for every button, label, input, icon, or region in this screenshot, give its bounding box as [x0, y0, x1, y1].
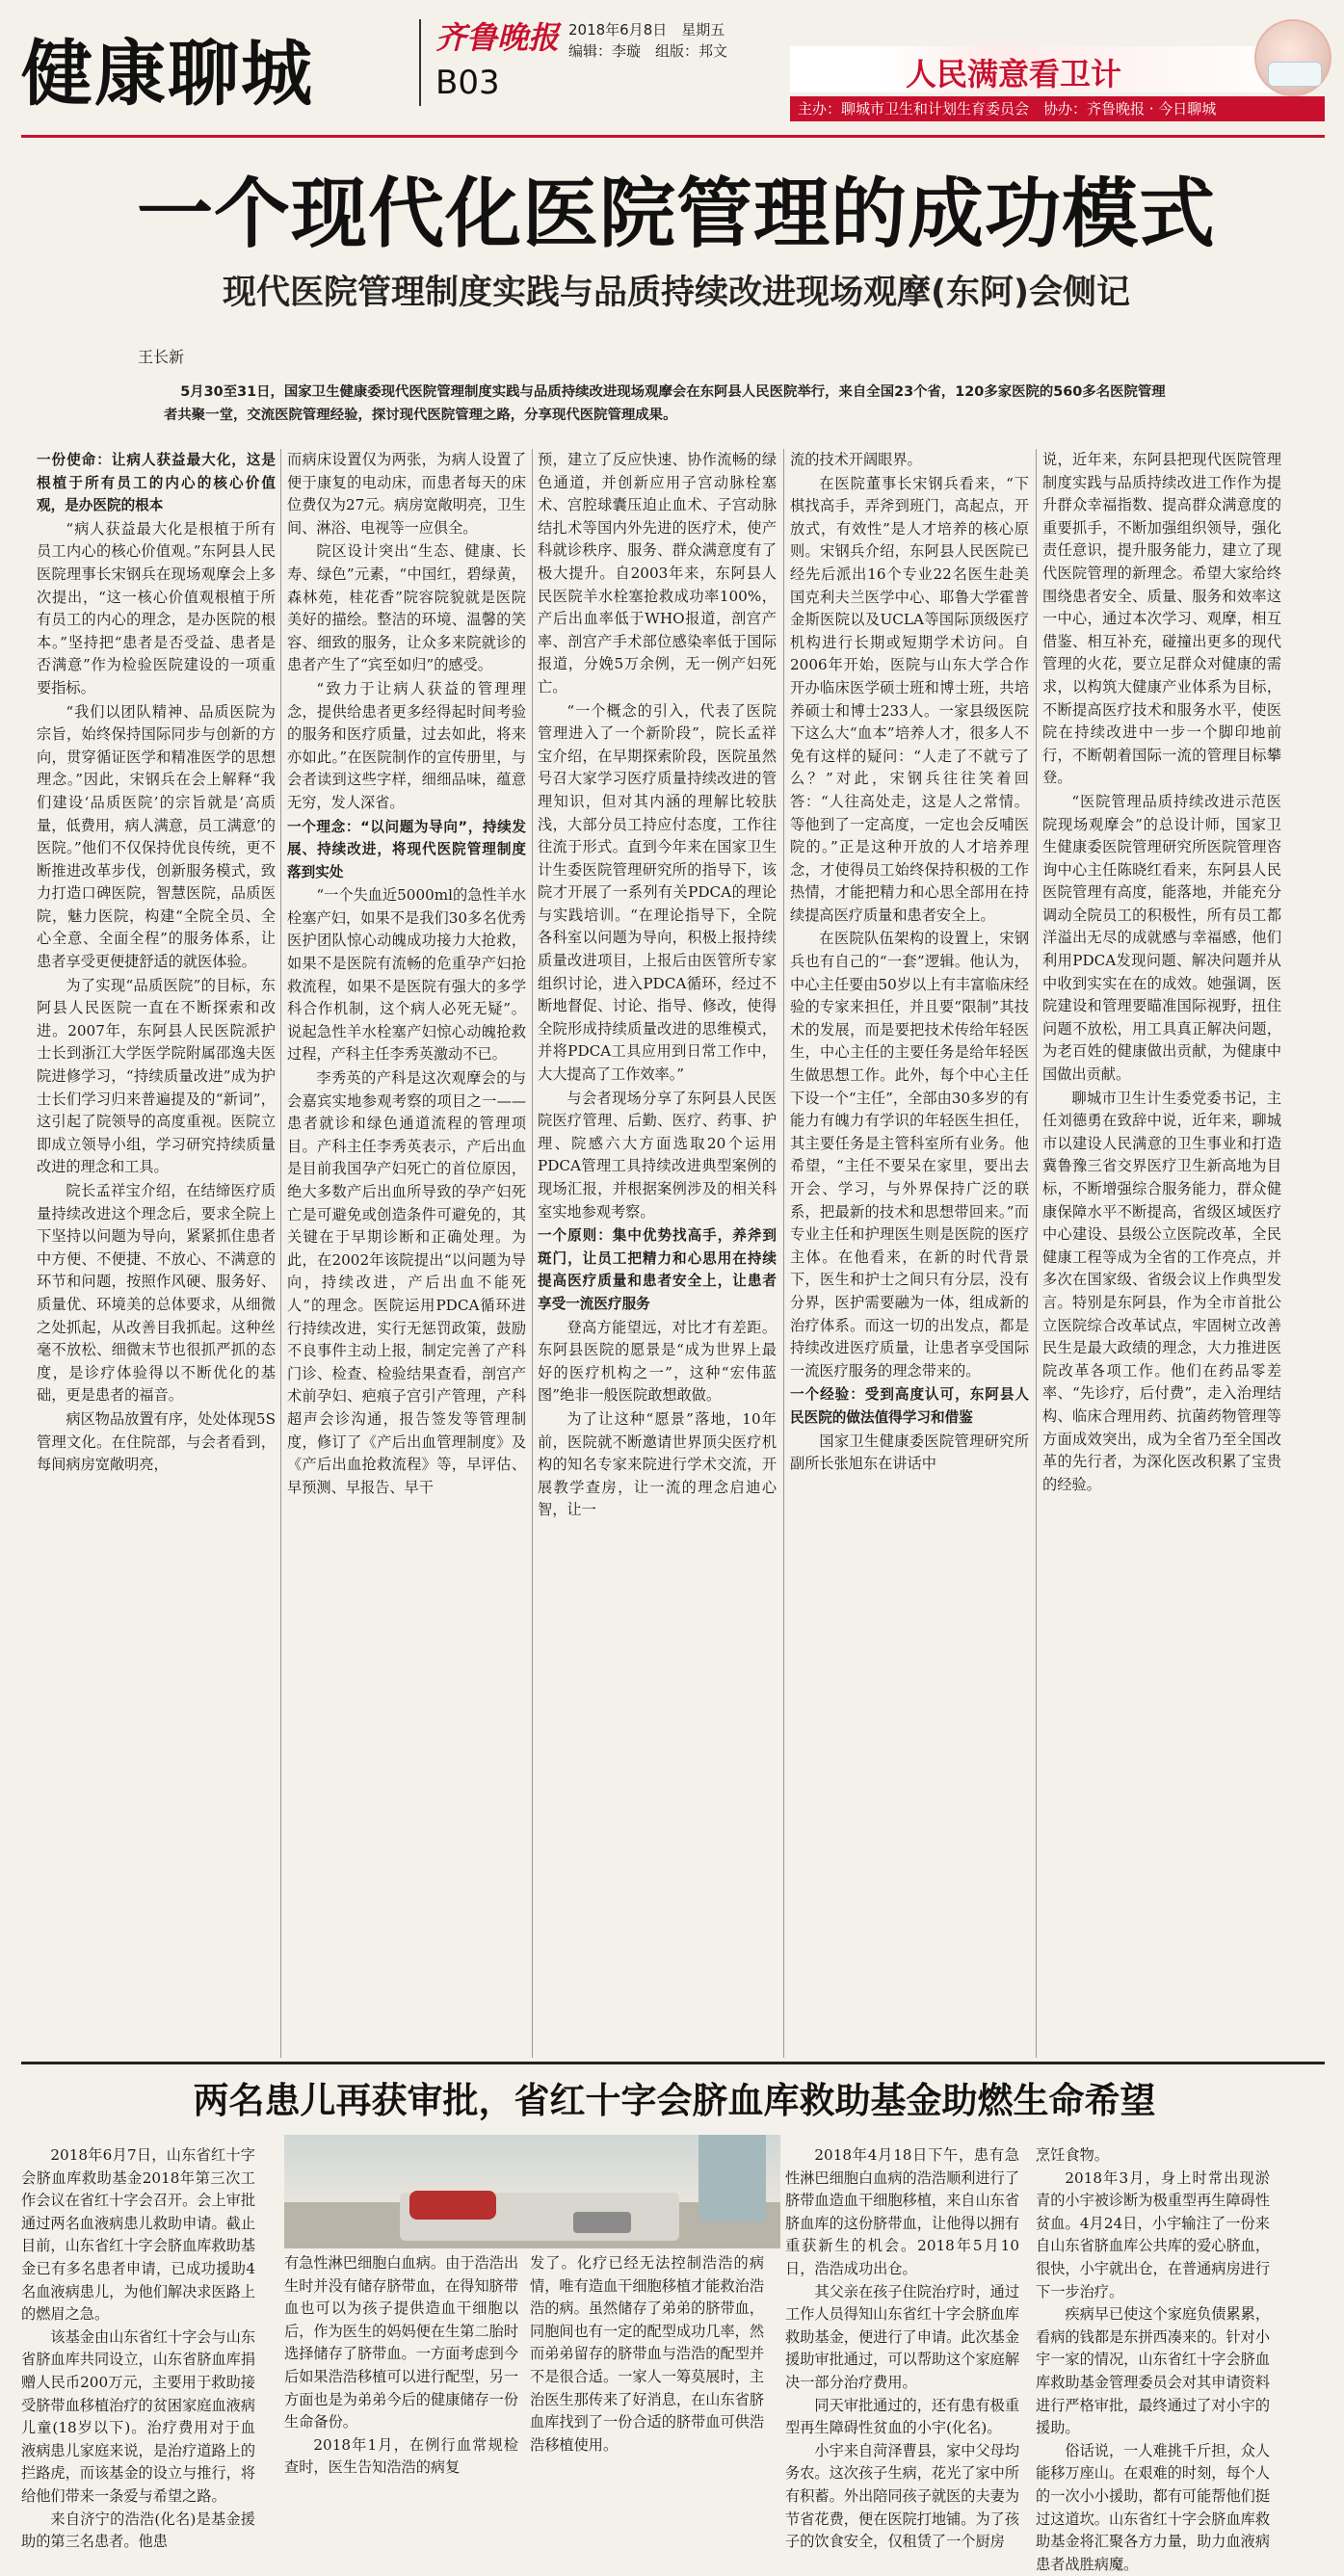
column-divider — [783, 449, 784, 2058]
top-rule — [21, 135, 1325, 138]
paragraph: “病人获益最大化是根植于所有员工内心的核心价值观。”东阿县人民医院理事长宋钢兵在现场观摩会上多次提出，“这一核心价值观根植于所有员工的内心的理念，是办医院的根本。”坚持把“患者是否受益、患者是否满意”作为检验医院建设的一项重要指标。 — [37, 519, 276, 697]
article2-column-3 — [530, 2252, 764, 2454]
paragraph: 为了让这种“愿景”落地，10年前，医院就不断邀请世界顶尖医疗机构的知名专家来院进行学术交流，开展教学查房，让一流的理念启迪心智，让一 — [538, 1409, 777, 1519]
paragraph: 说，近年来，东阿县把现代医院管理制度实践与品质持续改进工作作为提升群众幸福指数、提高群众满意度的重要抓手，不断加强组织领导，强化责任意识，提升服务能力，建立了现代医院管理的新理念。希望大家给终围绕患者安全、质量、服务和效率这一中心，通过本次学习、观摩，相互借鉴、相互补充，碰撞出更多的现代管理的火花，要立足群众对健康的需求，以构筑大健康产业体系为目标，不断提高医疗技术和服务水平，使医院在持续改进中一步一个脚印地前行，不断朝着国际一流的管理目标攀登。 — [1042, 451, 1281, 787]
paragraph: 聊城市卫生计生委党委书记，主任刘德勇在致辞中说，近年来，聊城市以建设人民满意的卫生事业和打造冀鲁豫三省交界医疗卫生新高地为目标，不断增强综合服务能力，群众健康保障水平不断提高，省级区域医疗中心建设、县级公立医院改革，全民健康工程等成为全省的工作亮点，并多次在国家级、省级会议上作典型发言。特别是东阿县，作为全市首批公立医院综合改革试点，牢固树立改善民生是最大政绩的理念，大力推进医院改革各项工作。他们在药品零差率、“先诊疗，后付费”，走入治理结构、临床合理用药、抗菌药物管理等方面成效突出，成为全省乃至全国改革的先行者，为深化医改积累了宝贵的经验。 — [1042, 1089, 1281, 1493]
paragraph: 在医院队伍架构的设置上，宋钢兵也有自己的“一套”逻辑。他认为，中心主任要由50岁以上有丰富临床经验的专家来担任，并且要“限制”其技术的发展，而是要把技术传给年轻医生，中心主任的主要任务是给年轻医生做思想工作。此外，每个中心主任下设一个“主任”，全部由30多岁的有能力有魄力有学识的年轻医生担任，其主要任务是主管科室所有业务。他希望，“主任不要呆在家里，要出去开会、学习，与外界保持广泛的联系，把最新的技术和思想带回来。”而专业主任和护理医生则是医院的医疗主体。在他看来，在新的时代背景下，医生和护士之间只有分层，没有分界，医护需要融为一体，组成新的治疗体系。而这一切的出发点，都是持续改进医疗质量，让患者享受国际一流医疗服务的理念带来的。 — [790, 930, 1029, 1380]
article-headline-2: 两名患儿再获审批，省红十字会脐血库救助基金助燃生命希望 — [193, 2080, 1156, 2121]
paragraph: 同天审批通过的，还有患有极重型再生障碍性贫血的小宇(化名)。 — [785, 2396, 1020, 2437]
column-divider — [280, 449, 281, 2058]
paragraph: 2018年1月，在例行血常规检查时，医生告知浩浩的病复 — [284, 2435, 518, 2477]
nurse-portrait-icon — [1254, 19, 1331, 96]
paragraph: 2018年4月18日下午，患有急性淋巴细胞白血病的浩浩顺利进行了脐带血造血干细胞移植，来自山东省脐血库的这份脐带血，让他得以拥有重获新生的机会。2018年5月10日，浩浩成功出仓。 — [785, 2146, 1019, 2277]
paragraph: 小宇来自菏泽曹县，家中父母均务农。这次孩子生病，花光了家中所有积蓄。外出陪同孩子就医的夫妻为节省花费，便在医院打地铺。为了孩子的饮食安全，仅租赁了一个厨房 — [785, 2441, 1020, 2551]
paragraph: 烹饪食物。 — [1036, 2146, 1109, 2164]
paragraph: 院区设计突出“生态、健康、长寿、绿色”元素，“中国红，碧绿黄，森林苑，桂花香”院容院貌就是医院美好的描绘。整洁的环境、温馨的笑容、细致的服务，让众多来院就诊的患者产生了“宾至如归”的感受。 — [287, 542, 526, 674]
column-divider — [532, 449, 533, 2058]
article-column-1 — [37, 449, 276, 2062]
article2-column-2 — [284, 2252, 518, 2477]
paragraph: “一个概念的引入，代表了医院管理进入了一个新阶段”，院长孟祥宝介绍，在早期探索阶段，医院虽然号召大家学习医疗质量持续改进的管理知识，但对其内涵的理解比较肤浅，大部分员工持应付态度，工作往往流于形式。直到今年来在国家卫生计生委医院管理研究所的指导下，该院才开展了一系列有关PDCA的理论与实践培训。“在理论指导下，全院各科室以问题为导向，积极上报持续质量改进项目，上报后由医管所专家组织讨论，进入PDCA循环，经过不断地督促、讨论、指导、修改，使得全院形成持续质量改进的思维模式，并将PDCA工具应用到日常工作中，大大提高了工作效率。” — [538, 701, 777, 1084]
date-line: 2018年6月8日 星期五 — [568, 21, 725, 39]
article-column-4 — [790, 449, 1029, 2062]
paper-logo: 齐鲁晚报 — [435, 19, 560, 56]
section-heading-label: 一个理念： — [287, 818, 361, 835]
paragraph: “医院管理品质持续改进示范医院现场观摩会”的总设计师，国家卫生健康委医院管理研究所医院管理咨询中心主任陈晓红看来，东阿县人民医院管理有高度，能落地，并能充分调动全院员工的积极性，所有员工都洋溢出无尽的成就感与幸福感，他们利用PDCA发现问题、解决问题并从中收到实实在在的成效。她强调，医院建设和管理要瞄准国际视野，扭住问题不放松，用工具真正解决问题，为老百姓的健康做出贡献，为健康中国做出贡献。 — [1042, 792, 1281, 1084]
paragraph: “我们以团队精神、品质医院为宗旨，始终保持国际同步与创新的方向，贯穿循证医学和精准医学的思想理念。”因此，宋钢兵在会上解释“我们建设‘品质医院’的宗旨就是‘高质量，低费用，病人满意，员工满意’的医院。”他们不仅保持优良传统，更不断推进改革步伐，创新服务模式，致力打造口碑医院，智慧医院，品质医院，魅力医院，构建“全院全员、全心全意、全面全程”的服务体系，让患者享受更便捷舒适的就医体验。 — [37, 702, 276, 971]
photo-door — [698, 2135, 766, 2221]
news-photo — [284, 2135, 780, 2248]
paragraph: 该基金由山东省红十字会与山东省脐血库共同设立，山东省脐血库捐赠人民币200万元，主要用于救助接受脐带血移植治疗的贫困家庭血液病儿童(18岁以下)。治疗费用对于血液病患儿家庭来说，是治疗道路上的拦路虎，而该基金的设立与推行，将给他们带来一条爱与希望之路。 — [21, 2327, 256, 2505]
masthead — [0, 0, 1344, 145]
paragraph: 与会者现场分享了东阿县人民医院医疗管理、后勤、医疗、药事、护理、院感六大方面选取20个运用PDCA管理工具持续改进典型案例的现场汇报，并根据案例涉及的相关科室实地参观考察。 — [538, 1089, 777, 1221]
paragraph: 流的技术开阔眼界。 — [790, 451, 922, 468]
paragraph: 俗话说，一人难挑千斤担，众人能移万座山。在艰难的时刻，每个人的一次小小援助，都有可能帮他们挺过这道坎。山东省红十字会脐血库救助基金将汇聚各方力量，助力血液病患者战胜病魔。 — [1036, 2441, 1271, 2573]
article2-column-5 — [1036, 2144, 1271, 2573]
paragraph: 发了。化疗已经无法控制浩浩的病情，唯有造血干细胞移植才能救治浩浩的病。虽然储存了弟弟的脐带血，同胞间也有一定的配型成功几率，然而弟弟留存的脐带血与浩浩的配型并不是很合适。一家人一筹莫展时，主治医生那传来了好消息，在山东省脐血库找到了一份合适的脐带血可供浩浩移植使用。 — [530, 2254, 764, 2454]
byline: 王长新 — [138, 348, 185, 366]
article-subhead: 现代医院管理制度实践与品质持续改进现场观摩(东阿)会侧记 — [223, 274, 1130, 312]
paragraph: 院长孟祥宝介绍，在结缔医疗质量持续改进这个理念后，要求全院上下坚持以问题为导向，紧紧抓住患者中方便、不便捷、不放心、不满意的环节和问题，按照作风硬、服务好、质量优、环境美的总体要求，从细微之处抓起，从改善目我抓起。这种丝毫不放松、细微末节也很抓严抓的态度，是诊疗体验得以不断优化的基础，更是患者的福音。 — [37, 1182, 276, 1405]
section-heading-text: 让病人获益最大化，这是根植于所有员工的内心的核心价值观，是办医院的根本 — [37, 452, 276, 514]
section-heading-label: 一个经验： — [790, 1386, 865, 1404]
section-heading-text: 受到高度认可，东阿县人民医院的做法值得学习和借鉴 — [790, 1386, 1029, 1426]
photo-cooking-pots — [573, 2212, 631, 2233]
section-heading-text: “以问题为导向”，持续发展、持续改进，将现代医院管理制度落到实处 — [287, 818, 526, 881]
paragraph: 国家卫生健康委医院管理研究所副所长张旭东在讲话中 — [790, 1432, 1029, 1473]
column-banner — [790, 46, 1305, 92]
paragraph: “致力于让病人获益的管理理念，提供给患者更多经得起时间考验的服务和医疗质量，过去如此，将来亦如此。”在医院制作的宣传册里，与会者读到这些字样，细细品味，蕴意无穷，发人深省。 — [287, 679, 526, 811]
column-divider — [1036, 449, 1037, 2058]
article-column-5 — [1042, 449, 1281, 2062]
paragraph: 疾病早已使这个家庭负债累累，看病的钱都是东拼西凑来的。针对小宇一家的情况，山东省红十字会脐血库救助基金管理委员会对其申请资料进行严格审批，最终通过了对小宇的援助。 — [1036, 2305, 1271, 2437]
paragraph: 2018年3月，身上时常出现淤青的小宇被诊断为极重型再生障碍性贫血。4月24日，小宇输注了一份来自山东省脐血库公共库的爱心脐血，很快，小宇就出仓，在普通病房进行下一步治疗。 — [1036, 2169, 1270, 2300]
paragraph: 来自济宁的浩浩(化名)是基金援助的第三名患者。他患 — [21, 2510, 255, 2551]
editor-line: 编辑：李璇 组版：邦文 — [568, 42, 728, 60]
photo-blanket — [409, 2191, 496, 2220]
section-title: 健康聊城 — [21, 33, 314, 116]
paragraph: 登高方能望远，对比才有差距。东阿县医院的愿景是“成为世界上最好的医疗机构之一”，这种“宏伟蓝图”绝非一般医院敢想敢做。 — [538, 1318, 777, 1405]
paragraph: 李秀英的产科是这次观摩会的与会嘉宾实地参观考察的项目之一——患者就诊和绿色通道流程的管理项目。产科主任李秀英表示，产后出血是目前我国孕产妇死亡的首位原因，绝大多数产后出血所导致的孕产妇死亡是可避免或创造条件可避免的，其关键在于早期诊断和正确处理。为此，在2002年该院提出“以问题为导向，持续改进，产后出血不能死人”的理念。医院运用PDCA循环进行持续改进，实行无惩罚政策，鼓励不良事件主动上报，制定完善了产科门诊、检查、检验结果查看，剖宫产术前孕妇、疤痕子宫引产管理，产科超声会诊沟通，报告签发等管理制度，修订了《产后出血管理制度》及《产后出血抢救流程》等，早评估、早预测、早报告、早干 — [287, 1069, 526, 1496]
article-column-2 — [287, 449, 526, 2062]
section-heading-text: 集中优势找高手，养斧到斑门，让员工把精力和心思用在持续提高医疗质量和患者安全上，让患者享受一流医疗服务 — [538, 1227, 777, 1312]
section-heading-1 — [37, 449, 276, 517]
section-rule — [21, 2062, 1325, 2064]
article2-column-4 — [785, 2144, 1020, 2551]
section-heading-label: 一份使命： — [37, 452, 112, 468]
banner-title: 人民满意看卫计 — [906, 56, 1122, 92]
section-heading-3 — [538, 1224, 777, 1315]
masthead-divider — [419, 19, 421, 106]
paragraph: 病区物品放置有序，处处体现5S管理文化。在住院部，与会者看到，每间病房宽敞明亮， — [37, 1409, 276, 1474]
paragraph: 有急性淋巴细胞白血病。由于浩浩出生时并没有储存脐带血，在得知脐带血也可以为孩子提供造血干细胞以后，作为医生的妈妈便在生第二胎时选择储存了脐带血。一方面考虑到今后如果浩浩移植可以进行配型，另一方面也是为弟弟今后的健康储存一份生命备份。 — [284, 2254, 518, 2431]
paragraph: 而病床设置仅为两张，为病人设置了便于康复的电动床，而患者每天的床位费仅为27元。病房宽敞明亮，卫生间、淋浴、电视等一应俱全。 — [287, 451, 526, 537]
paragraph: “一个失血近5000ml的急性羊水栓塞产妇，如果不是我们30多名优秀医护团队惊心动魄成功接力大抢救，如果不是医院有流畅的危重孕产妇抢救流程，如果不是医院有强大的多学科合作机制，这个病人必死无疑”。说起急性羊水栓塞产妇惊心动魄抢救过程，产科主任李秀英激动不已。 — [287, 886, 526, 1064]
section-heading-label: 一个原则： — [538, 1227, 613, 1245]
article-headline: 一个现代化医院管理的成功模式 — [137, 170, 1216, 258]
section-heading-2 — [287, 816, 526, 884]
paragraph: 其父亲在孩子住院治疗时，通过工作人员得知山东省红十字会脐血库救助基金，便进行了申请。此次基金援助审批通过，可以帮助这个家庭解决一部分治疗费用。 — [785, 2282, 1020, 2391]
banner-sponsor-line: 主办：聊城市卫生和计划生育委员会 协办：齐鲁晚报 · 今日聊城 — [790, 96, 1325, 121]
paragraph: 在医院董事长宋钢兵看来，“下棋找高手，弄斧到班门，高起点，开放式，有效性”是人才培养的核心原则。宋钢兵介绍，东阿县人民医院已经先后派出16个专业22名医生赴美国克利夫兰医学中心、耶鲁大学霍普金斯医院以及UCLA等国际顶级医疗机构进行长期或短期学术访问。自2006年开始，医院与山东大学合作开办临床医学硕士班和博士班，共培养硕士和博士233人。一家县级医院下这么大“血本”培养人才，很多人不免有这样的疑问：“人走了不就亏了么？”对此，宋钢兵往往笑着回答：“人往高处走，这是人之常情。等他到了一定高度，一定也会反哺医院的。”正是这种开放的人才培养理念，才使得员工始终保持积极的工作热情，才能把精力和心思全部用在持续提高医疗质量和患者安全上。 — [790, 474, 1029, 924]
paragraph: 2018年6月7日，山东省红十字会脐血库救助基金2018年第三次工作会议在省红十字会召开。会上审批通过两名血液病患儿救助申请。截止目前，山东省红十字会脐血库救助基金已有多名患者申请，已成功援助4名血液病患儿，为他们解决求医路上的燃眉之急。 — [21, 2146, 255, 2324]
face-mask-icon — [1268, 62, 1322, 87]
paragraph: 为了实现“品质医院”的目标，东阿县人民医院一直在不断探索和改进。2007年，东阿县人民医院派护士长到浙江大学医学院附属邵逸夫医院进修学习，“持续质量改进”成为护士长们学习归来普遍提及的“新词”，这引起了院领导的高度重视。医院立即成立领导小组，学习研究持续质量改进的理念和工具。 — [37, 976, 276, 1176]
page-number: B03 — [435, 64, 500, 102]
article2-column-1 — [21, 2144, 256, 2551]
article-column-3 — [538, 449, 777, 2062]
article-lead: 5月30至31日，国家卫生健康委现代医院管理制度实践与品质持续改进现场观摩会在东阿县人民医院举行，来自全国23个省，120多家医院的560多名医院管理者共聚一堂，交流医院管理经验，探讨现代医院管理之路，分享现代医院管理成果。 — [164, 384, 1166, 423]
section-heading-4 — [790, 1383, 1029, 1429]
paragraph: 预，建立了反应快速、协作流畅的绿色通道，并创新应用子宫动脉栓塞术、宫腔球囊压迫止血术、子宫动脉结扎术等国内外先进的医疗术，使产科就诊秩序、服务、群众满意度有了极大提升。自2003年来，东阿县人民医院羊水栓塞抢救成功率100%，产后出血率低于WHO报道，剖宫产率、剖宫产手术部位感染率低于国际报道，分娩5万余例，无一例产妇死亡。 — [538, 451, 777, 696]
